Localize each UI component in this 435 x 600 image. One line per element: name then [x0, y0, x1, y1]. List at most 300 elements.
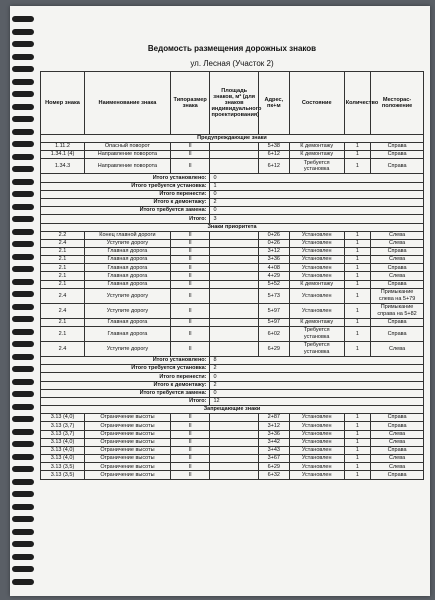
sign-state: Установлен	[289, 446, 344, 454]
sign-quantity: 1	[344, 303, 370, 318]
sign-position: Справа	[371, 471, 424, 479]
sign-state: Установлен	[289, 272, 344, 280]
binding-coil	[12, 154, 34, 160]
sign-state: Установлен	[289, 438, 344, 446]
section-heading: Предупреждающие знаки	[41, 135, 424, 143]
binding-coil	[12, 91, 34, 97]
sign-quantity: 1	[344, 231, 370, 239]
binding-coil	[12, 441, 34, 447]
sign-name: Направление поворота	[85, 159, 171, 174]
sign-area	[210, 414, 258, 422]
sign-number: 2.2	[41, 231, 85, 239]
binding-coil	[12, 179, 34, 185]
sign-size: II	[170, 471, 210, 479]
sign-area	[210, 151, 258, 159]
sign-name: Главная дорога	[85, 272, 171, 280]
sign-address: 6+29	[258, 463, 289, 471]
sign-state: Установлен	[289, 231, 344, 239]
sign-quantity: 1	[344, 239, 370, 247]
binding-coil	[12, 341, 34, 347]
binding-coil	[12, 254, 34, 260]
sign-quantity: 1	[344, 422, 370, 430]
sign-position: Справа	[371, 414, 424, 422]
sign-size: II	[170, 239, 210, 247]
total-value: 0	[210, 389, 424, 397]
sign-position: Справа	[371, 247, 424, 255]
sign-name: Уступите дорогу	[85, 239, 171, 247]
sign-size: II	[170, 264, 210, 272]
sign-quantity: 1	[344, 256, 370, 264]
total-label: Итого перенести:	[41, 373, 210, 381]
sign-quantity: 1	[344, 318, 370, 326]
binding-coil	[12, 379, 34, 385]
table-row	[41, 455, 424, 463]
total-value: 2	[210, 381, 424, 389]
sign-position: Справа	[371, 151, 424, 159]
binding-coil	[12, 404, 34, 410]
sign-area	[210, 327, 258, 342]
table-row	[41, 264, 424, 272]
sign-address: 6+12	[258, 151, 289, 159]
sign-quantity: 1	[344, 151, 370, 159]
sign-position: Слева	[371, 231, 424, 239]
sign-number: 3.13 (4,0)	[41, 414, 85, 422]
total-label: Итого перенести:	[41, 190, 210, 198]
sign-size: II	[170, 446, 210, 454]
sign-name: Главная дорога	[85, 318, 171, 326]
sign-address: 5+38	[258, 143, 289, 151]
sign-number: 2.1	[41, 247, 85, 255]
sign-size: II	[170, 422, 210, 430]
sign-name: Ограничение высоты	[85, 463, 171, 471]
binding-coil	[12, 191, 34, 197]
total-row	[41, 389, 424, 397]
sign-quantity: 1	[344, 438, 370, 446]
sign-area	[210, 455, 258, 463]
section-heading: Запрещающие знаки	[41, 406, 424, 414]
sign-position: Справа	[371, 422, 424, 430]
sign-state: Установлен	[289, 422, 344, 430]
binding-coil	[12, 54, 34, 60]
total-label: Итого требуется установка:	[41, 365, 210, 373]
sign-area	[210, 288, 258, 303]
table-row	[41, 342, 424, 357]
sign-state: К демонтажу	[289, 318, 344, 326]
sign-state: Требуется установка	[289, 327, 344, 342]
binding-coil	[12, 504, 34, 510]
total-label: Итого к демонтажу:	[41, 198, 210, 206]
sign-area	[210, 264, 258, 272]
col-header-position: Месторас-положение	[371, 72, 424, 135]
sign-number: 3.13 (4,0)	[41, 446, 85, 454]
sign-size: II	[170, 280, 210, 288]
sign-position: Справа	[371, 159, 424, 174]
binding-coil	[12, 79, 34, 85]
sign-name: Главная дорога	[85, 327, 171, 342]
sign-name: Ограничение высоты	[85, 455, 171, 463]
sign-size: II	[170, 414, 210, 422]
binding-coil	[12, 516, 34, 522]
binding-coil	[12, 541, 34, 547]
sign-size: II	[170, 143, 210, 151]
sign-position: Слева	[371, 463, 424, 471]
section-heading-row	[41, 223, 424, 231]
sign-state: К демонтажу	[289, 151, 344, 159]
sign-area	[210, 303, 258, 318]
sign-name: Главная дорога	[85, 256, 171, 264]
sign-number: 2.1	[41, 318, 85, 326]
sign-quantity: 1	[344, 327, 370, 342]
sign-name: Конец главной дороги	[85, 231, 171, 239]
sign-size: II	[170, 430, 210, 438]
sign-area	[210, 239, 258, 247]
total-value: 8	[210, 357, 424, 365]
sign-size: II	[170, 272, 210, 280]
sign-number: 3.13 (4,0)	[41, 438, 85, 446]
sign-name: Главная дорога	[85, 280, 171, 288]
section-heading-row	[41, 406, 424, 414]
sign-name: Направление поворота	[85, 151, 171, 159]
binding-coil	[12, 366, 34, 372]
total-row	[41, 182, 424, 190]
sign-address: 3+12	[258, 247, 289, 255]
total-row	[41, 190, 424, 198]
total-value: 2	[210, 198, 424, 206]
total-label: Итого требуется замена:	[41, 207, 210, 215]
table-row	[41, 327, 424, 342]
sign-name: Ограничение высоты	[85, 422, 171, 430]
table-row	[41, 422, 424, 430]
total-row	[41, 198, 424, 206]
sign-number: 2.1	[41, 264, 85, 272]
binding-coil	[12, 229, 34, 235]
sign-area	[210, 256, 258, 264]
sign-position: Слева	[371, 342, 424, 357]
sign-quantity: 1	[344, 280, 370, 288]
sign-state: К демонтажу	[289, 280, 344, 288]
total-label: Итого установлено:	[41, 174, 210, 182]
sign-area	[210, 430, 258, 438]
table-row	[41, 288, 424, 303]
total-value: 0	[210, 190, 424, 198]
sign-size: II	[170, 288, 210, 303]
sign-size: II	[170, 159, 210, 174]
sign-quantity: 1	[344, 272, 370, 280]
sign-name: Главная дорога	[85, 264, 171, 272]
sign-number: 2.4	[41, 342, 85, 357]
binding-coil	[12, 304, 34, 310]
total-row	[41, 174, 424, 182]
col-header-quantity: Количество	[344, 72, 370, 135]
page-content	[40, 14, 424, 480]
total-row	[41, 373, 424, 381]
sign-position: Справа	[371, 264, 424, 272]
binding-coil	[12, 391, 34, 397]
total-value: 2	[210, 365, 424, 373]
table-row	[41, 463, 424, 471]
binding-coil	[12, 29, 34, 35]
binding-coil	[12, 266, 34, 272]
sign-area	[210, 143, 258, 151]
total-row	[41, 397, 424, 405]
total-label: Итого к демонтажу:	[41, 381, 210, 389]
binding-coil	[12, 129, 34, 135]
binding-coil	[12, 554, 34, 560]
total-value: 0	[210, 373, 424, 381]
binding-coil	[12, 141, 34, 147]
sign-size: II	[170, 318, 210, 326]
total-value: 1	[210, 182, 424, 190]
sign-address: 0+26	[258, 239, 289, 247]
sign-quantity: 1	[344, 430, 370, 438]
sign-size: II	[170, 438, 210, 446]
sign-size: II	[170, 342, 210, 357]
sign-number: 2.4	[41, 303, 85, 318]
sign-address: 3+67	[258, 455, 289, 463]
total-label: Итого требуется замена:	[41, 389, 210, 397]
total-label: Итого:	[41, 397, 210, 405]
sign-size: II	[170, 463, 210, 471]
sign-quantity: 1	[344, 455, 370, 463]
sign-area	[210, 231, 258, 239]
binding-coil	[12, 329, 34, 335]
total-row	[41, 357, 424, 365]
sign-quantity: 1	[344, 463, 370, 471]
sign-number: 2.1	[41, 280, 85, 288]
table-row	[41, 414, 424, 422]
sign-number: 2.1	[41, 327, 85, 342]
sign-quantity: 1	[344, 264, 370, 272]
table-row	[41, 159, 424, 174]
sign-state: Установлен	[289, 463, 344, 471]
sign-position: Примыкание справа на 5+82	[371, 303, 424, 318]
sign-quantity: 1	[344, 471, 370, 479]
sign-state: Требуется установка	[289, 159, 344, 174]
col-header-area: Площадь знаков, м² (для знаков индивидуального проектирования)	[210, 72, 258, 135]
sign-address: 5+73	[258, 288, 289, 303]
table-row	[41, 438, 424, 446]
sign-address: 0+26	[258, 231, 289, 239]
binding-coil	[12, 279, 34, 285]
sign-area	[210, 471, 258, 479]
sign-position: Слева	[371, 272, 424, 280]
binding-coil	[12, 16, 34, 22]
total-value: 0	[210, 207, 424, 215]
street-title: ул. Лесная (Участок 2)	[190, 59, 274, 68]
sign-quantity: 1	[344, 159, 370, 174]
sign-area	[210, 318, 258, 326]
binding-coil	[12, 241, 34, 247]
col-header-size: Типоразмер знака	[170, 72, 210, 135]
sign-name: Главная дорога	[85, 247, 171, 255]
total-label: Итого установлено:	[41, 357, 210, 365]
sign-area	[210, 272, 258, 280]
sign-state: Установлен	[289, 303, 344, 318]
sign-name: Уступите дорогу	[85, 342, 171, 357]
sign-number: 3.13 (3,7)	[41, 422, 85, 430]
sign-address: 5+97	[258, 318, 289, 326]
sign-name: Уступите дорогу	[85, 303, 171, 318]
sign-number: 2.4	[41, 288, 85, 303]
sign-number: 2.4	[41, 239, 85, 247]
table-row	[41, 239, 424, 247]
total-label: Итого требуется установка:	[41, 182, 210, 190]
sign-position: Справа	[371, 446, 424, 454]
sign-size: II	[170, 303, 210, 318]
document-page	[10, 6, 430, 596]
sign-address: 5+97	[258, 303, 289, 318]
sign-quantity: 1	[344, 446, 370, 454]
sign-number: 3.13 (3,7)	[41, 430, 85, 438]
table-row	[41, 143, 424, 151]
sign-position: Слева	[371, 430, 424, 438]
binding-coil	[12, 204, 34, 210]
binding-coil	[12, 479, 34, 485]
sign-state: Установлен	[289, 256, 344, 264]
sign-address: 3+36	[258, 430, 289, 438]
sign-state: Установлен	[289, 247, 344, 255]
sign-address: 2+87	[258, 414, 289, 422]
section-heading: Знаки приоритета	[41, 223, 424, 231]
binding-coil	[12, 429, 34, 435]
table-row	[41, 303, 424, 318]
sign-position: Справа	[371, 327, 424, 342]
sign-quantity: 1	[344, 342, 370, 357]
binding-coil	[12, 466, 34, 472]
sign-position: Справа	[371, 280, 424, 288]
binding-coil	[12, 491, 34, 497]
sign-position: Справа	[371, 143, 424, 151]
sign-address: 5+52	[258, 280, 289, 288]
binding-coil	[12, 291, 34, 297]
sign-area	[210, 159, 258, 174]
sign-name: Ограничение высоты	[85, 414, 171, 422]
sign-address: 3+43	[258, 446, 289, 454]
sign-name: Уступите дорогу	[85, 288, 171, 303]
sign-state: Установлен	[289, 455, 344, 463]
sign-size: II	[170, 455, 210, 463]
total-value: 12	[210, 397, 424, 405]
binding-coil	[12, 529, 34, 535]
sign-address: 3+36	[258, 256, 289, 264]
sign-number: 3.13 (3,5)	[41, 463, 85, 471]
sign-name: Ограничение высоты	[85, 438, 171, 446]
binding-coil	[12, 166, 34, 172]
section-heading-row	[41, 135, 424, 143]
sign-size: II	[170, 247, 210, 255]
table-row	[41, 446, 424, 454]
sign-position: Слева	[371, 239, 424, 247]
table-row	[41, 280, 424, 288]
binding-coil	[12, 316, 34, 322]
sign-address: 6+02	[258, 327, 289, 342]
sign-area	[210, 446, 258, 454]
binding-coil	[12, 416, 34, 422]
sign-quantity: 1	[344, 247, 370, 255]
sign-name: Ограничение высоты	[85, 471, 171, 479]
total-row	[41, 207, 424, 215]
col-header-name: Наименование знака	[85, 72, 171, 135]
sign-size: II	[170, 151, 210, 159]
binding-coil	[12, 216, 34, 222]
sign-number: 2.1	[41, 272, 85, 280]
table-row	[41, 272, 424, 280]
sign-area	[210, 280, 258, 288]
table-row	[41, 256, 424, 264]
sign-number: 2.1	[41, 256, 85, 264]
sign-state: Установлен	[289, 239, 344, 247]
sign-area	[210, 247, 258, 255]
sign-size: II	[170, 231, 210, 239]
table-row	[41, 318, 424, 326]
binding-coil	[12, 454, 34, 460]
total-label: Итого:	[41, 215, 210, 223]
sign-state: Установлен	[289, 288, 344, 303]
binding-coil	[12, 354, 34, 360]
sign-number: 1.34.3	[41, 159, 85, 174]
sign-name: Опасный поворот	[85, 143, 171, 151]
sign-area	[210, 438, 258, 446]
sign-address: 6+32	[258, 471, 289, 479]
sign-state: Установлен	[289, 430, 344, 438]
table-row	[41, 430, 424, 438]
binding-coil	[12, 66, 34, 72]
total-row	[41, 365, 424, 373]
sign-number: 1.11.2	[41, 143, 85, 151]
table-row	[41, 471, 424, 479]
total-row	[41, 381, 424, 389]
binding-coil	[12, 116, 34, 122]
table-row	[41, 231, 424, 239]
sign-name: Ограничение высоты	[85, 430, 171, 438]
signs-table	[40, 71, 424, 480]
sign-area	[210, 463, 258, 471]
sign-address: 3+42	[258, 438, 289, 446]
table-row	[41, 151, 424, 159]
sign-state: Установлен	[289, 471, 344, 479]
sign-area	[210, 422, 258, 430]
sign-number: 1.34.1 (4)	[41, 151, 85, 159]
sign-number: 3.13 (4,0)	[41, 455, 85, 463]
sign-position: Слева	[371, 256, 424, 264]
binding-coil	[12, 566, 34, 572]
table-header-row	[41, 72, 424, 135]
total-value: 0	[210, 174, 424, 182]
binding-coil	[12, 41, 34, 47]
sign-quantity: 1	[344, 288, 370, 303]
binding-coil	[12, 104, 34, 110]
sign-state: Установлен	[289, 264, 344, 272]
sign-size: II	[170, 327, 210, 342]
sign-area	[210, 342, 258, 357]
sign-state: Требуется установка	[289, 342, 344, 357]
sign-position: Слева	[371, 455, 424, 463]
sign-address: 3+12	[258, 422, 289, 430]
total-row	[41, 215, 424, 223]
col-header-number: Номер знака	[41, 72, 85, 135]
sign-size: II	[170, 256, 210, 264]
document-title: Ведомость размещения дорожных знаков	[147, 44, 317, 53]
sign-address: 4+29	[258, 272, 289, 280]
table-row	[41, 247, 424, 255]
sign-quantity: 1	[344, 414, 370, 422]
binding-coil	[12, 579, 34, 585]
sign-address: 6+12	[258, 159, 289, 174]
sign-state: Установлен	[289, 414, 344, 422]
spiral-binding	[10, 16, 36, 591]
sign-number: 3.13 (3,5)	[41, 471, 85, 479]
col-header-state: Состояние	[289, 72, 344, 135]
